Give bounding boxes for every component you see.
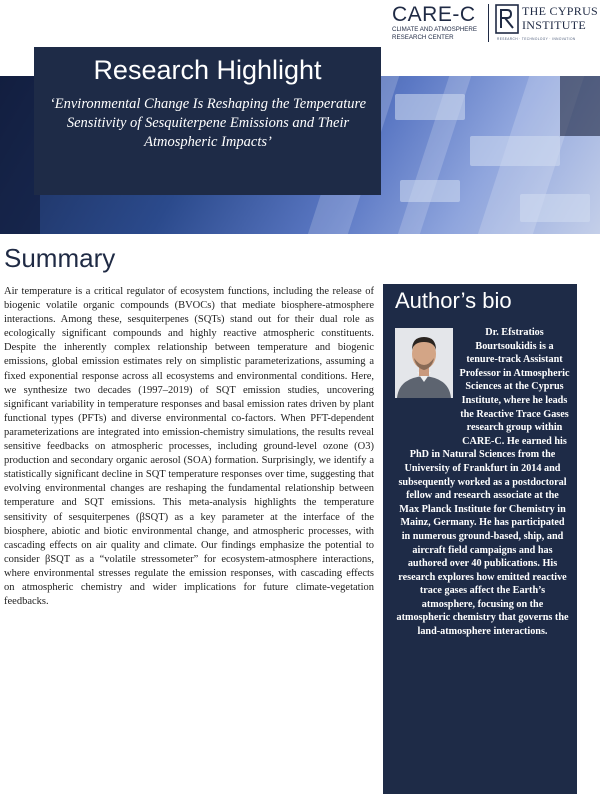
- summary-body: Air temperature is a critical regulator of ecosystem functions, including the release of biogenic volatile organic compounds (BVOCs) that mediate biosphere-atmosphere interactions. Among these, sesquiterpenes (SQTs) stand out for their dual role as ecologically significant compounds and highly reactive atmospheric constituents. Despite the inherently complex relationship between temperature and biogenic emissions, global emission estimates rely on simplistic parameterizations, assuming a fixed exponential response across all ecosystems and environmental conditions. Here, we synthesize two decades (1997–2019) of SQT emission studies, uncovering significant variability in temperature responses and basal emission rates driven by plant functional types (PFTs) and diverse environmental co-factors. When PFT-dependent parameterizations are integrated into emission-chemistry simulations, the results reveal sensitive feedbacks on atmospheric processes, including ground-level ozone (O3) production and secondary organic aerosol (SOA) formation. Surprisingly, we identify a statistically significant decline in SQT temperature responses over time, suggesting that evolving environmental changes are reshaping the fundamental relationship between temperature and SQT emissions. This meta-analysis highlights the temperature sensitivity of sesquiterpenes (βSQT) as a key parameter at the interface of the biosphere, abiotic and biotic environmental change, and atmospheric processes, with cascading effects on air quality and climate. Our findings emphasize the potential to consider βSQT as a “volatile stressometer” for ecosystem-atmosphere interactions, where environmental stresses regulate the emission responses, with cascading effects on atmospheric chemistry and wider implications for future climate-vegetation feedbacks.: [4, 286, 374, 608]
- cyprus-institute-logo-icon: [495, 4, 519, 34]
- highlight-title: Research Highlight: [93, 55, 322, 85]
- cyi-name-line1: THE CYPRUS: [522, 4, 599, 18]
- carec-name: CARE-C: [392, 3, 476, 26]
- cyi-name-line2: INSTITUTE: [522, 18, 587, 32]
- header-divider: [488, 4, 489, 42]
- carec-subtitle-line2: RESEARCH CENTER: [392, 33, 454, 41]
- summary-heading: Summary: [4, 243, 116, 273]
- cyprus-institute-name: [522, 4, 598, 32]
- highlight-subtitle: ‘Environmental Change Is Reshaping the Temperature Sensitivity of Sesquiterpene Emissions and Their Atmospheric Impacts’: [49, 96, 367, 150]
- carec-subtitle-line1: CLIMATE AND ATMOSPHERE: [392, 26, 478, 33]
- bio-text: Dr. Efstratios Bourtsoukidis is a tenure-track Assistant Professor in Atmospheric Sciences at the Cyprus Institute, where he leads the Reactive Trace Gases research group within CARE-C. He earned his PhD in Natural Sciences from the University of Frankfurt in 2014 and subsequently worked as a postdoctoral fellow and research associate at the Max Planck Institute for Chemistry in Mainz, Germany. He has participated in numerous ground-based, ship, and aircraft field campaigns and has authored over 40 publications. His research explores how emitted reactive trace gases affect the Earth’s atmosphere, focusing on the atmospheric chemistry that governs the land-atmosphere interactions.: [396, 327, 570, 638]
- bio-body: [395, 326, 570, 639]
- cyi-tagline: RESEARCH · TECHNOLOGY · INNOVATION: [497, 37, 576, 41]
- bio-heading: Author’s bio: [395, 288, 512, 313]
- page-header: [0, 0, 600, 48]
- carec-logo: [392, 4, 484, 41]
- author-bio-box: [383, 284, 577, 794]
- research-highlight-box: [34, 47, 381, 195]
